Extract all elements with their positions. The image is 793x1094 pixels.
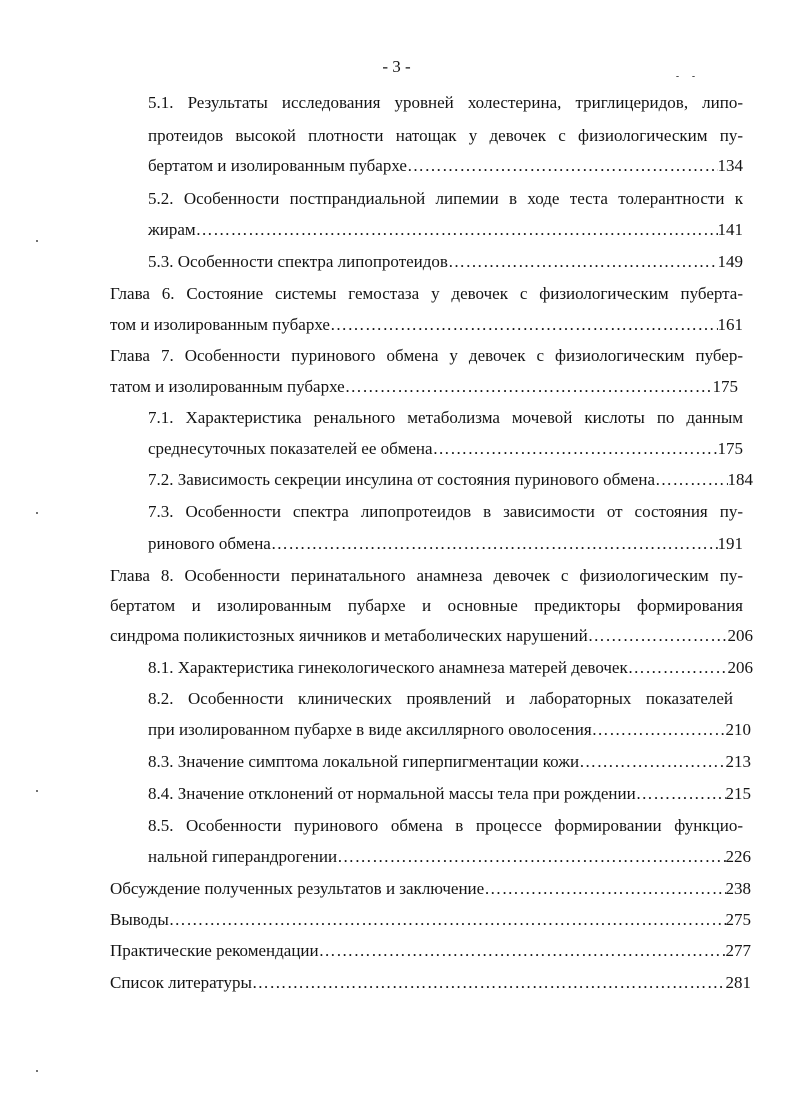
- toc-page-number: 134: [717, 156, 743, 175]
- dot-leader: [628, 658, 728, 678]
- scan-speck: [36, 512, 38, 514]
- toc-entry[interactable]: [148, 534, 743, 554]
- toc-page-number: 206: [727, 626, 753, 645]
- toc-entry[interactable]: [110, 377, 738, 397]
- toc-entry[interactable]: [110, 626, 753, 646]
- toc-entry[interactable]: [110, 910, 751, 930]
- toc-entry-title: Выводы: [110, 910, 169, 929]
- toc-page-number: 215: [725, 784, 751, 803]
- toc-page-number: 161: [717, 315, 743, 334]
- dot-leader: [484, 879, 725, 899]
- dot-leader: [655, 470, 728, 490]
- dot-leader: [579, 752, 725, 772]
- dot-leader: [407, 156, 718, 176]
- toc-entry-title: татом и изолированным пубархе: [110, 377, 345, 396]
- toc-entry[interactable]: [110, 315, 743, 335]
- toc-page-number: 149: [717, 252, 743, 271]
- toc-entry[interactable]: [148, 156, 743, 176]
- toc-entry-title: том и изолированным пубархе: [110, 315, 330, 334]
- toc-entry[interactable]: [148, 847, 751, 867]
- toc-entry-title: ринового обмена: [148, 534, 271, 553]
- dot-leader: [345, 377, 713, 397]
- dot-leader: [433, 439, 718, 459]
- toc-page-number: 213: [725, 752, 751, 771]
- toc-line: 7.1. Характеристика ренального метаболизма мочевой кислоты по данным: [148, 408, 743, 427]
- toc-entry[interactable]: [110, 879, 751, 899]
- scan-speck: [36, 790, 38, 792]
- dot-leader: [337, 847, 725, 867]
- scan-speck: [676, 76, 679, 77]
- toc-line: протеидов высокой плотности натощак у девочек с физиологическим пу-: [148, 126, 743, 145]
- toc-page-number: 210: [725, 720, 751, 739]
- toc-entry[interactable]: [148, 439, 743, 459]
- toc-entry-title: 8.3. Значение симптома локальной гиперпигментации кожи: [148, 752, 580, 771]
- toc-line: Глава 7. Особенности пуринового обмена у девочек с физиологическим пубер-: [110, 346, 743, 365]
- toc-page-number: 238: [725, 879, 751, 898]
- toc-page-number: 141: [717, 220, 743, 239]
- toc-page-number: 281: [725, 973, 751, 992]
- toc-page-number: 226: [725, 847, 751, 866]
- toc-page-number: 191: [717, 534, 743, 553]
- toc-entry[interactable]: [110, 941, 751, 961]
- toc-page-number: 277: [725, 941, 751, 960]
- toc-entry-title: 8.4. Значение отклонений от нормальной массы тела при рождении: [148, 784, 636, 803]
- dot-leader: [271, 534, 718, 554]
- toc-page-number: 206: [727, 658, 753, 677]
- toc-entry[interactable]: [148, 784, 751, 804]
- dot-leader: [448, 252, 718, 272]
- toc-entry-title: 8.1. Характеристика гинекологического анамнеза матерей девочек: [148, 658, 628, 677]
- toc-entry[interactable]: [148, 720, 751, 740]
- toc-line: 7.3. Особенности спектра липопротеидов в зависимости от состояния пу-: [148, 502, 743, 521]
- toc-entry-title: синдрома поликистозных яичников и метаболических нарушений: [110, 626, 588, 645]
- toc-entry-title: нальной гиперандрогении: [148, 847, 338, 866]
- dot-leader: [330, 315, 718, 335]
- toc-entry-title: среднесуточных показателей ее обмена: [148, 439, 433, 458]
- toc-line: 5.2. Особенности постпрандиальной липемии в ходе теста толерантности к: [148, 189, 743, 208]
- dot-leader: [636, 784, 726, 804]
- toc-entry-title: Список литературы: [110, 973, 252, 992]
- toc-entry-title: при изолированном пубархе в виде аксиллярного оволосения: [148, 720, 592, 739]
- toc-line: 8.5. Особенности пуринового обмена в процессе формировании функцио-: [148, 816, 743, 835]
- toc-entry-title: бертатом и изолированным пубархе: [148, 156, 407, 175]
- toc-entry[interactable]: [110, 973, 751, 993]
- toc-page-number: 184: [727, 470, 753, 489]
- toc-entry-title: жирам: [148, 220, 196, 239]
- page-number: - 3 -: [382, 57, 411, 76]
- toc-entry-title: Обсуждение полученных результатов и заключение: [110, 879, 485, 898]
- toc-entry[interactable]: [148, 470, 753, 490]
- toc-entry-title: 5.3. Особенности спектра липопротеидов: [148, 252, 448, 271]
- scan-speck: [36, 240, 38, 242]
- toc-entry[interactable]: [148, 752, 751, 772]
- scan-speck: [36, 1070, 38, 1072]
- scan-speck: [692, 76, 695, 77]
- dot-leader: [196, 220, 718, 240]
- dot-leader: [592, 720, 726, 740]
- toc-entry-title: 7.2. Зависимость секреции инсулина от состояния пуринового обмена: [148, 470, 655, 489]
- dot-leader: [588, 626, 728, 646]
- toc-line: 8.2. Особенности клинических проявлений и лабораторных показателей: [148, 689, 733, 708]
- toc-line: бертатом и изолированным пубархе и основные предикторы формирования: [110, 596, 743, 615]
- toc-entry-title: Практические рекомендации: [110, 941, 319, 960]
- toc-line: 5.1. Результаты исследования уровней холестерина, триглицеридов, липо-: [148, 93, 743, 112]
- toc-line: Глава 8. Особенности перинатального анамнеза девочек с физиологическим пу-: [110, 566, 743, 585]
- toc-entry[interactable]: [148, 252, 743, 272]
- dot-leader: [319, 941, 726, 961]
- toc-page-number: 175: [712, 377, 738, 396]
- toc-page-number: 275: [725, 910, 751, 929]
- dot-leader: [252, 973, 726, 993]
- dot-leader: [169, 910, 726, 930]
- toc-entry[interactable]: [148, 220, 743, 240]
- toc-line: Глава 6. Состояние системы гемостаза у девочек с физиологическим пуберта-: [110, 284, 743, 303]
- toc-entry[interactable]: [148, 658, 753, 678]
- toc-page-number: 175: [717, 439, 743, 458]
